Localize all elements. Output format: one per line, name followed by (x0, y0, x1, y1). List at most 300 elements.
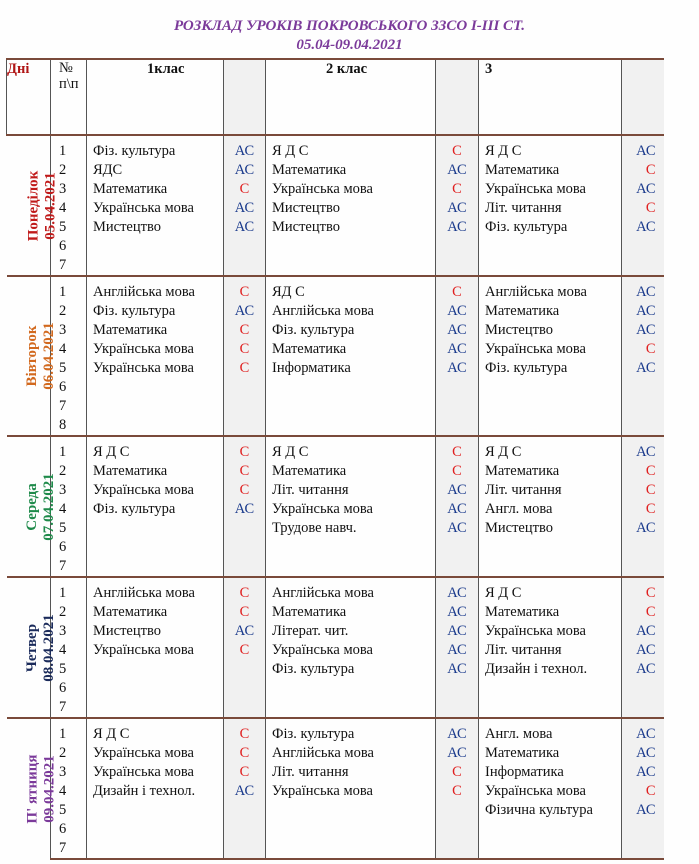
schedule-title: РОЗКЛАД УРОКІВ ПОКРОВСЬКОГО ЗЗСО I-III СТ. (173, 18, 526, 34)
subject-class-2: Фіз. культура (266, 725, 436, 744)
mode-class-1 (224, 416, 266, 436)
day-label (7, 436, 57, 577)
spacer-cell (436, 135, 479, 142)
subject-class-3 (479, 237, 622, 256)
subject-class-2: Літ. читання (266, 481, 436, 500)
spacer-cell (479, 577, 622, 584)
mode-class-2: АС (436, 622, 479, 641)
subject-class-1 (87, 679, 224, 698)
subject-class-2 (266, 378, 436, 397)
day-name: Вівторок (23, 325, 40, 387)
mode-class-1 (224, 698, 266, 718)
subject-class-3: Математика (479, 161, 622, 180)
mode-class-2 (436, 557, 479, 577)
day-label (7, 718, 58, 859)
mode-class-1: С (224, 725, 266, 744)
lesson-row (7, 443, 664, 462)
mode-class-3: АС (622, 283, 664, 302)
subject-class-3 (479, 679, 622, 698)
subject-class-3 (479, 557, 622, 577)
mode-class-1 (224, 237, 266, 256)
subject-class-2: Математика (266, 340, 436, 359)
subject-class-1 (87, 519, 224, 538)
mode-class-2 (436, 256, 479, 276)
header-class-2: 2 клас (266, 59, 436, 135)
spacer-cell (87, 718, 224, 725)
subject-class-1: Математика (87, 462, 224, 481)
lesson-number: 7 (51, 256, 87, 276)
mode-class-3 (622, 820, 664, 839)
mode-class-3 (622, 256, 664, 276)
subject-class-3: Математика (479, 302, 622, 321)
mode-class-3: АС (622, 443, 664, 462)
subject-class-1 (87, 237, 224, 256)
lesson-number: 6 (51, 679, 87, 698)
mode-class-2 (436, 397, 479, 416)
mode-class-3: АС (622, 359, 664, 378)
subject-class-1: Фіз. культура (87, 302, 224, 321)
mode-class-1: С (224, 641, 266, 660)
subject-class-2: Українська мова (266, 641, 436, 660)
subject-class-3: Літ. читання (479, 641, 622, 660)
subject-class-3: Українська мова (479, 782, 622, 801)
mode-class-3: С (622, 481, 664, 500)
lesson-row (7, 698, 664, 718)
subject-class-2 (266, 698, 436, 718)
lesson-row (7, 481, 664, 500)
mode-class-2: С (436, 283, 479, 302)
mode-class-2: С (436, 180, 479, 199)
lesson-number: 2 (51, 462, 87, 481)
subject-class-3 (479, 378, 622, 397)
day-name: П' ятниця (24, 754, 41, 824)
mode-class-1 (224, 839, 266, 859)
day-label-text (24, 754, 58, 823)
lesson-number: 6 (51, 820, 87, 839)
lesson-number: 7 (51, 839, 87, 859)
subject-class-2 (266, 397, 436, 416)
subject-class-3 (479, 820, 622, 839)
subject-class-3 (479, 839, 622, 859)
lesson-row (7, 416, 664, 436)
header-class-3: 3 (479, 59, 622, 135)
spacer-cell (266, 276, 436, 283)
lesson-number: 7 (51, 698, 87, 718)
mode-class-2 (436, 839, 479, 859)
mode-class-2: АС (436, 500, 479, 519)
lesson-number: 6 (51, 538, 87, 557)
mode-class-3: АС (622, 142, 664, 161)
subject-class-2 (266, 820, 436, 839)
lesson-number: 3 (51, 180, 87, 199)
subject-class-2: Українська мова (266, 500, 436, 519)
lesson-number: 5 (51, 218, 87, 237)
subject-class-1: Математика (87, 603, 224, 622)
subject-class-1: Українська мова (87, 744, 224, 763)
lesson-number: 1 (51, 443, 87, 462)
spacer-cell (622, 436, 664, 443)
subject-class-2: Я Д С (266, 142, 436, 161)
lesson-row (7, 519, 664, 538)
mode-class-2: АС (436, 481, 479, 500)
subject-class-3 (479, 256, 622, 276)
mode-class-2: АС (436, 725, 479, 744)
mode-class-3 (622, 679, 664, 698)
spacer-cell (479, 135, 622, 142)
subject-class-2: Фіз. культура (266, 321, 436, 340)
mode-class-2: АС (436, 161, 479, 180)
subject-class-1 (87, 397, 224, 416)
lesson-number: 5 (51, 359, 87, 378)
lesson-row (7, 256, 664, 276)
mode-class-1: С (224, 443, 266, 462)
mode-class-2: АС (436, 321, 479, 340)
subject-class-1 (87, 378, 224, 397)
lesson-row (7, 462, 664, 481)
spacer-cell (224, 135, 266, 142)
lesson-row (7, 321, 664, 340)
lesson-row (7, 199, 664, 218)
header-number: № п\п (51, 59, 87, 135)
header-row (7, 59, 664, 135)
subject-class-1: Українська мова (87, 763, 224, 782)
subject-class-1: Українська мова (87, 641, 224, 660)
spacer-cell (479, 436, 622, 443)
lesson-number: 4 (51, 782, 87, 801)
subject-class-3: Математика (479, 603, 622, 622)
lesson-row (7, 161, 664, 180)
mode-class-1 (224, 801, 266, 820)
subject-class-3: Математика (479, 462, 622, 481)
mode-class-1 (224, 397, 266, 416)
lesson-number: 4 (51, 641, 87, 660)
mode-class-3: АС (622, 622, 664, 641)
subject-class-2 (266, 237, 436, 256)
mode-class-2 (436, 378, 479, 397)
spacer-cell (266, 577, 436, 584)
subject-class-3 (479, 698, 622, 718)
spacer-cell (87, 577, 224, 584)
subject-class-1: Фіз. культура (87, 500, 224, 519)
spacer-cell (266, 135, 436, 142)
spacer-cell (51, 276, 87, 283)
spacer-cell (224, 276, 266, 283)
lesson-number: 7 (51, 557, 87, 577)
mode-class-3 (622, 397, 664, 416)
spacer-cell (51, 135, 87, 142)
mode-class-1: АС (224, 622, 266, 641)
subject-class-1 (87, 660, 224, 679)
subject-class-3: Українська мова (479, 622, 622, 641)
lesson-number: 1 (51, 283, 87, 302)
subject-class-1 (87, 801, 224, 820)
spacer-cell (51, 577, 87, 584)
spacer-cell (479, 276, 622, 283)
subject-class-3: Англ. мова (479, 500, 622, 519)
lesson-number: 3 (51, 763, 87, 782)
lesson-number: 1 (51, 142, 87, 161)
lesson-row (7, 283, 664, 302)
lesson-row (7, 584, 664, 603)
subject-class-2: Трудове навч. (266, 519, 436, 538)
mode-class-2: АС (436, 218, 479, 237)
mode-class-3: С (622, 161, 664, 180)
day-name: Середа (23, 482, 40, 531)
mode-class-2: АС (436, 519, 479, 538)
subject-class-2: Літ. читання (266, 763, 436, 782)
subject-class-3 (479, 538, 622, 557)
lesson-row (7, 641, 664, 660)
subject-class-3: Фіз. культура (479, 218, 622, 237)
mode-class-3 (622, 378, 664, 397)
mode-class-3: С (622, 462, 664, 481)
lesson-number: 6 (51, 237, 87, 256)
mode-class-3 (622, 557, 664, 577)
subject-class-3: Фіз. культура (479, 359, 622, 378)
lesson-number: 5 (51, 519, 87, 538)
subject-class-1: Англійська мова (87, 283, 224, 302)
lesson-number: 5 (51, 801, 87, 820)
spacer-cell (51, 718, 87, 725)
day-spacer (7, 276, 664, 283)
mode-class-2: АС (436, 302, 479, 321)
subject-class-3 (479, 397, 622, 416)
day-spacer (7, 577, 664, 584)
spacer-cell (87, 436, 224, 443)
lesson-row (7, 679, 664, 698)
mode-class-1: АС (224, 218, 266, 237)
day-date: 09.04.2021 (41, 755, 58, 823)
subject-class-1: Фіз. культура (87, 142, 224, 161)
mode-class-2: С (436, 782, 479, 801)
lesson-row (7, 801, 664, 820)
lesson-row (7, 820, 664, 839)
subject-class-1: ЯДС (87, 161, 224, 180)
mode-class-2: С (436, 763, 479, 782)
lesson-number: 2 (51, 744, 87, 763)
mode-class-3: АС (622, 302, 664, 321)
mode-class-3: АС (622, 218, 664, 237)
subject-class-3: Українська мова (479, 340, 622, 359)
subject-class-3 (479, 416, 622, 436)
lesson-number: 5 (51, 660, 87, 679)
mode-class-1: С (224, 603, 266, 622)
subject-class-1: Українська мова (87, 481, 224, 500)
mode-class-1: С (224, 180, 266, 199)
subject-class-2: Українська мова (266, 180, 436, 199)
mode-class-1 (224, 660, 266, 679)
subject-class-3: Мистецтво (479, 321, 622, 340)
spacer-cell (51, 436, 87, 443)
subject-class-2: Літерат. чит. (266, 622, 436, 641)
subject-class-3: Англ. мова (479, 725, 622, 744)
spacer-cell (224, 436, 266, 443)
day-date: 06.04.2021 (40, 322, 57, 390)
subject-class-2 (266, 557, 436, 577)
subject-class-3: Українська мова (479, 180, 622, 199)
mode-class-3: С (622, 584, 664, 603)
subject-class-3: Літ. читання (479, 199, 622, 218)
mode-class-3: АС (622, 660, 664, 679)
mode-class-3 (622, 698, 664, 718)
mode-class-2: С (436, 142, 479, 161)
day-spacer (7, 718, 664, 725)
lesson-number: 8 (51, 416, 87, 436)
mode-class-1: С (224, 481, 266, 500)
subject-class-1 (87, 538, 224, 557)
lesson-number: 3 (51, 481, 87, 500)
subject-class-3: Фізична культура (479, 801, 622, 820)
lesson-row (7, 142, 664, 161)
subject-class-1 (87, 820, 224, 839)
mode-class-2: АС (436, 660, 479, 679)
lesson-number: 7 (51, 397, 87, 416)
mode-class-1 (224, 820, 266, 839)
mode-class-2: АС (436, 603, 479, 622)
mode-class-2: С (436, 462, 479, 481)
subject-class-2 (266, 839, 436, 859)
day-name: Понеділок (24, 170, 41, 241)
mode-class-1: АС (224, 302, 266, 321)
lesson-number: 4 (51, 500, 87, 519)
day-date: 05.04.2021 (41, 171, 58, 240)
mode-class-1 (224, 538, 266, 557)
subject-class-3: Англійська мова (479, 283, 622, 302)
lesson-row (7, 237, 664, 256)
spacer-cell (622, 718, 664, 725)
header-code-3 (622, 59, 664, 135)
day-spacer (7, 436, 664, 443)
mode-class-2: АС (436, 744, 479, 763)
spacer-cell (224, 718, 266, 725)
subject-class-2 (266, 538, 436, 557)
lesson-number: 6 (51, 378, 87, 397)
mode-class-3 (622, 839, 664, 859)
lesson-number: 1 (51, 584, 87, 603)
subject-class-2: Інформатика (266, 359, 436, 378)
day-label-text (23, 614, 57, 682)
mode-class-3: С (622, 500, 664, 519)
mode-class-2: АС (436, 199, 479, 218)
mode-class-3 (622, 237, 664, 256)
lesson-number: 2 (51, 603, 87, 622)
subject-class-3: Літ. читання (479, 481, 622, 500)
mode-class-2: С (436, 443, 479, 462)
subject-class-3: Мистецтво (479, 519, 622, 538)
mode-class-3: АС (622, 763, 664, 782)
mode-class-3 (622, 416, 664, 436)
spacer-cell (266, 436, 436, 443)
subject-class-1 (87, 416, 224, 436)
day-label-text (23, 322, 57, 390)
spacer-cell (622, 577, 664, 584)
mode-class-2 (436, 538, 479, 557)
header-code-2 (436, 59, 479, 135)
lesson-row (7, 180, 664, 199)
subject-class-2: Англійська мова (266, 302, 436, 321)
lesson-row (7, 538, 664, 557)
mode-class-3: АС (622, 519, 664, 538)
mode-class-2 (436, 416, 479, 436)
day-label-text (25, 170, 59, 241)
mode-class-1 (224, 378, 266, 397)
subject-class-1: Українська мова (87, 340, 224, 359)
mode-class-3: АС (622, 641, 664, 660)
mode-class-1: АС (224, 161, 266, 180)
lesson-row (7, 302, 664, 321)
lesson-row (7, 603, 664, 622)
mode-class-3: АС (622, 321, 664, 340)
subject-class-2: Англійська мова (266, 584, 436, 603)
lesson-row (7, 660, 664, 679)
subject-class-1: Англійська мова (87, 584, 224, 603)
header-days: Дні (7, 59, 51, 135)
mode-class-1: С (224, 321, 266, 340)
subject-class-2 (266, 801, 436, 820)
spacer-cell (436, 276, 479, 283)
subject-class-1: Мистецтво (87, 218, 224, 237)
lesson-row (7, 378, 664, 397)
mode-class-3: С (622, 603, 664, 622)
spacer-cell (87, 135, 224, 142)
day-date: 07.04.2021 (40, 472, 57, 541)
spacer-cell (622, 135, 664, 142)
subject-class-2: Я Д С (266, 443, 436, 462)
subject-class-1: Українська мова (87, 199, 224, 218)
mode-class-3: С (622, 199, 664, 218)
subject-class-1: Я Д С (87, 725, 224, 744)
subject-class-1: Дизайн і технол. (87, 782, 224, 801)
mode-class-1: С (224, 744, 266, 763)
subject-class-2: Українська мова (266, 782, 436, 801)
subject-class-2: Англійська мова (266, 744, 436, 763)
day-label (7, 276, 57, 436)
schedule-dates: 05.04-09.04.2021 (296, 37, 403, 53)
lesson-row (7, 359, 664, 378)
subject-class-2 (266, 256, 436, 276)
spacer-cell (622, 276, 664, 283)
lesson-number: 3 (51, 622, 87, 641)
mode-class-2 (436, 698, 479, 718)
lesson-row (7, 839, 664, 859)
day-date: 08.04.2021 (40, 613, 57, 682)
subject-class-1 (87, 839, 224, 859)
lesson-row (7, 725, 664, 744)
lesson-row (7, 782, 664, 801)
day-name: Четвер (23, 623, 40, 672)
lesson-row (7, 622, 664, 641)
subject-class-2: Математика (266, 161, 436, 180)
subject-class-1: Я Д С (87, 443, 224, 462)
mode-class-1: АС (224, 199, 266, 218)
lesson-row (7, 763, 664, 782)
lesson-row (7, 500, 664, 519)
header-class-1: 1клас (87, 59, 224, 135)
day-label (7, 577, 57, 718)
mode-class-1: С (224, 763, 266, 782)
schedule-table (6, 58, 664, 860)
lesson-row (7, 744, 664, 763)
subject-class-3: Я Д С (479, 142, 622, 161)
subject-class-1 (87, 557, 224, 577)
mode-class-3: АС (622, 744, 664, 763)
mode-class-3: С (622, 340, 664, 359)
mode-class-1: С (224, 462, 266, 481)
mode-class-3: АС (622, 801, 664, 820)
lesson-number: 2 (51, 161, 87, 180)
mode-class-1: С (224, 584, 266, 603)
mode-class-1 (224, 256, 266, 276)
